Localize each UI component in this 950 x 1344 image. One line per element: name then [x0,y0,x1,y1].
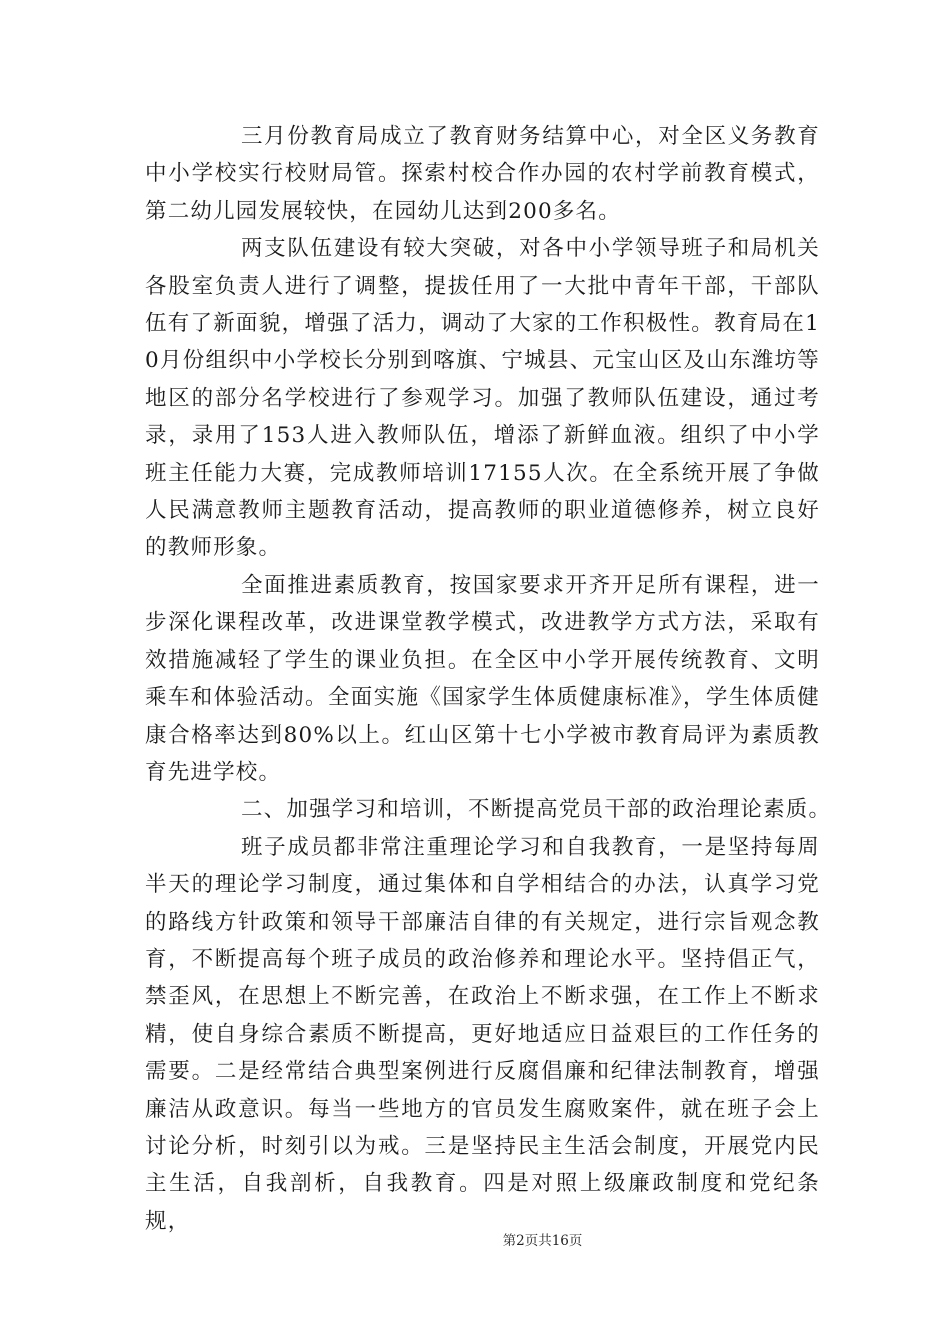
section-heading: 二、加强学习和培训，不断提高党员干部的政治理论素质。 [241,797,832,823]
paragraph-finance-center: 三月份教育局成立了教育财务结算中心，对全区义务教育中小学校实行校财局管。探索村校合作办园的农村学前教育模式，第二幼儿园发展较快，在园幼儿达到200多名。 [145,124,820,224]
paragraph-team-building: 两支队伍建设有较大突破，对各中小学领导班子和局机关各股室负责人进行了调整，提拔任用了一大批中青年干部，干部队伍有了新面貌，增强了活力，调动了大家的工作积极性。教育局在10月份组织中小学校长分别到喀旗、宁城县、元宝山区及山东潍坊等地区的部分名学校进行了参观学习。加强了教师队伍建设，通过考录，录用了153人进入教师队伍，增添了新鲜血液。组织了中小学班主任能力大赛，完成教师培训17155人次。在全系统开展了争做人民满意教师主题教育活动，提高教师的职业道德修养，树立良好的教师形象。 [145,236,820,561]
page-number-footer: 第2页共16页 [502,1233,583,1249]
paragraph-quality-education: 全面推进素质教育，按国家要求开齐开足所有课程，进一步深化课程改革，改进课堂教学模式，改进教学方式方法，采取有效措施减轻了学生的课业负担。在全区中小学开展传统教育、文明乘车和体验活动。全面实施《国家学生体质健康标准》，学生体质健康合格率达到80%以上。红山区第十七小学被市教育局评为素质教育先进学校。 [145,572,820,785]
paragraph-theory-study: 班子成员都非常注重理论学习和自我教育，一是坚持每周半天的理论学习制度，通过集体和自学相结合的办法，认真学习党的路线方针政策和领导干部廉洁自律的有关规定，进行宗旨观念教育，不断提高每个班子成员的政治修养和理论水平。坚持倡正气，禁歪风，在思想上不断完善，在政治上不断求强，在工作上不断求精，使自身综合素质不断提高，更好地适应日益艰巨的工作任务的需要。二是经常结合典型案例进行反腐倡廉和纪律法制教育，增强廉洁从政意识。每当一些地方的官员发生腐败案件，就在班子会上讨论分析，时刻引以为戒。三是坚持民主生活会制度，开展党内民主生活，自我剖析，自我教育。四是对照上级廉政制度和党纪条规， [145,834,820,1234]
document-body [145,118,832,1240]
